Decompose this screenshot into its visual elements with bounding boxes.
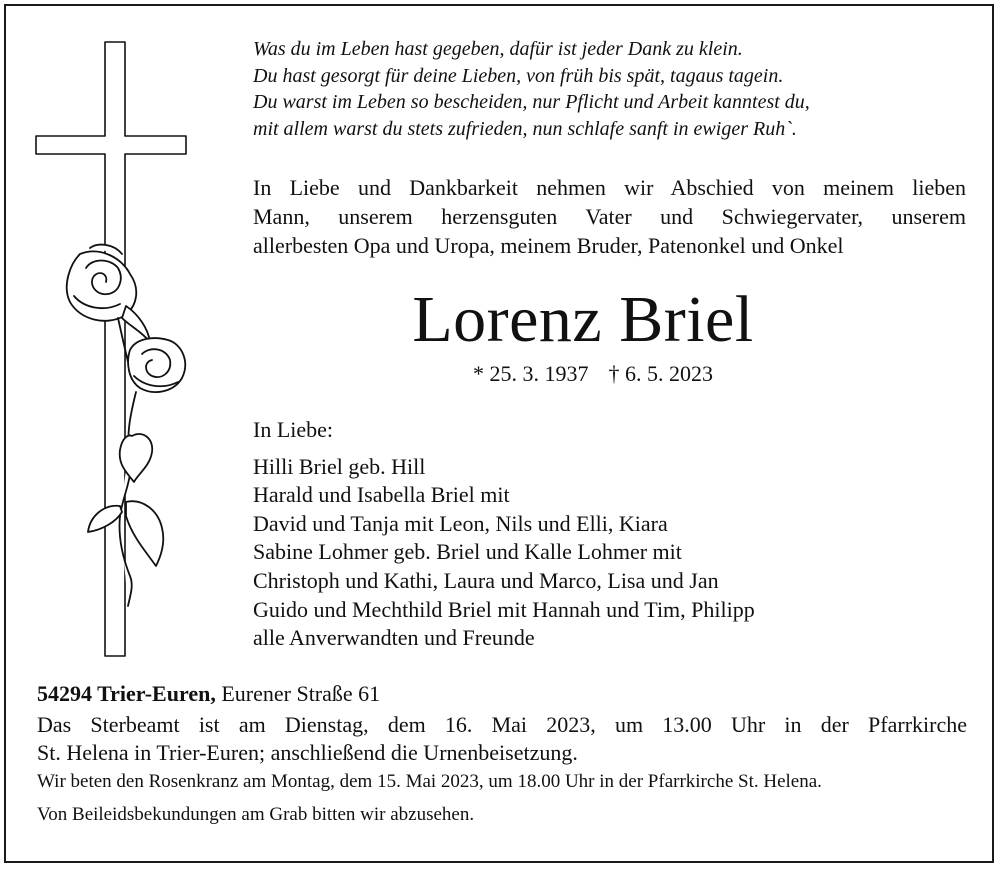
deceased-name: Lorenz Briel	[412, 283, 754, 356]
address-city: 54294 Trier-Euren,	[37, 681, 216, 706]
mourner-line: Christoph und Kathi, Laura und Marco, Lisa und Jan	[253, 567, 719, 593]
intro-text	[253, 173, 966, 260]
address-street: Eurener Straße 61	[215, 681, 381, 706]
intro-line: In Liebe und Dankbarkeit nehmen wir Abschied von meinem lieben	[253, 175, 966, 200]
condolences-note: Von Beileidsbekundungen am Grab bitten wir abzusehen.	[37, 804, 475, 825]
intro-line: allerbesten Opa und Uropa, meinem Bruder, Patenonkel und Onkel	[253, 233, 844, 258]
cross-with-roses-icon	[30, 36, 200, 666]
mourners-lead: In Liebe:	[253, 417, 334, 442]
mourner-line: Sabine Lohmer geb. Briel und Kalle Lohmer mit	[253, 539, 682, 565]
mourner-line: alle Anverwandten und Freunde	[253, 625, 535, 651]
mourner-line: Hilli Briel geb. Hill	[253, 453, 426, 479]
life-dates	[253, 360, 713, 388]
poem	[253, 36, 973, 142]
address	[37, 680, 967, 708]
service-info	[37, 711, 967, 767]
rosary-info: Wir beten den Rosenkranz am Montag, dem 15. Mai 2023, um 18.00 Uhr in der Pfarrkirche St. Helena.	[37, 771, 822, 792]
poem-line: Du warst im Leben so bescheiden, nur Pflicht und Arbeit kanntest du,	[253, 91, 810, 113]
poem-line: Du hast gesorgt für deine Lieben, von früh bis spät, tagaus tagein.	[253, 64, 784, 87]
mourner-line: Harald und Isabella Briel mit	[253, 482, 510, 508]
intro-line: Mann, unserem herzensguten Vater und Schwiegervater, unserem	[253, 204, 966, 229]
service-line: Das Sterbeamt ist am Dienstag, dem 16. Mai 2023, um 13.00 Uhr in der Pfarrkirche	[37, 712, 967, 737]
poem-line: Was du im Leben hast gegeben, dafür ist jeder Dank zu klein.	[253, 38, 743, 60]
poem-line: mit allem warst du stets zufrieden, nun schlafe sanft in ewiger Ruh`.	[253, 117, 797, 140]
mourners-list	[253, 416, 953, 653]
death-date: † 6. 5. 2023	[608, 361, 713, 386]
service-line: St. Helena in Trier-Euren; anschließend die Urnenbeisetzung.	[37, 740, 578, 765]
birth-date: * 25. 3. 1937	[473, 361, 589, 386]
footer	[37, 680, 967, 830]
mourner-line: David und Tanja mit Leon, Nils und Elli, Kiara	[253, 510, 668, 536]
mourner-line: Guido und Mechthild Briel mit Hannah und Tim, Philipp	[253, 596, 755, 622]
